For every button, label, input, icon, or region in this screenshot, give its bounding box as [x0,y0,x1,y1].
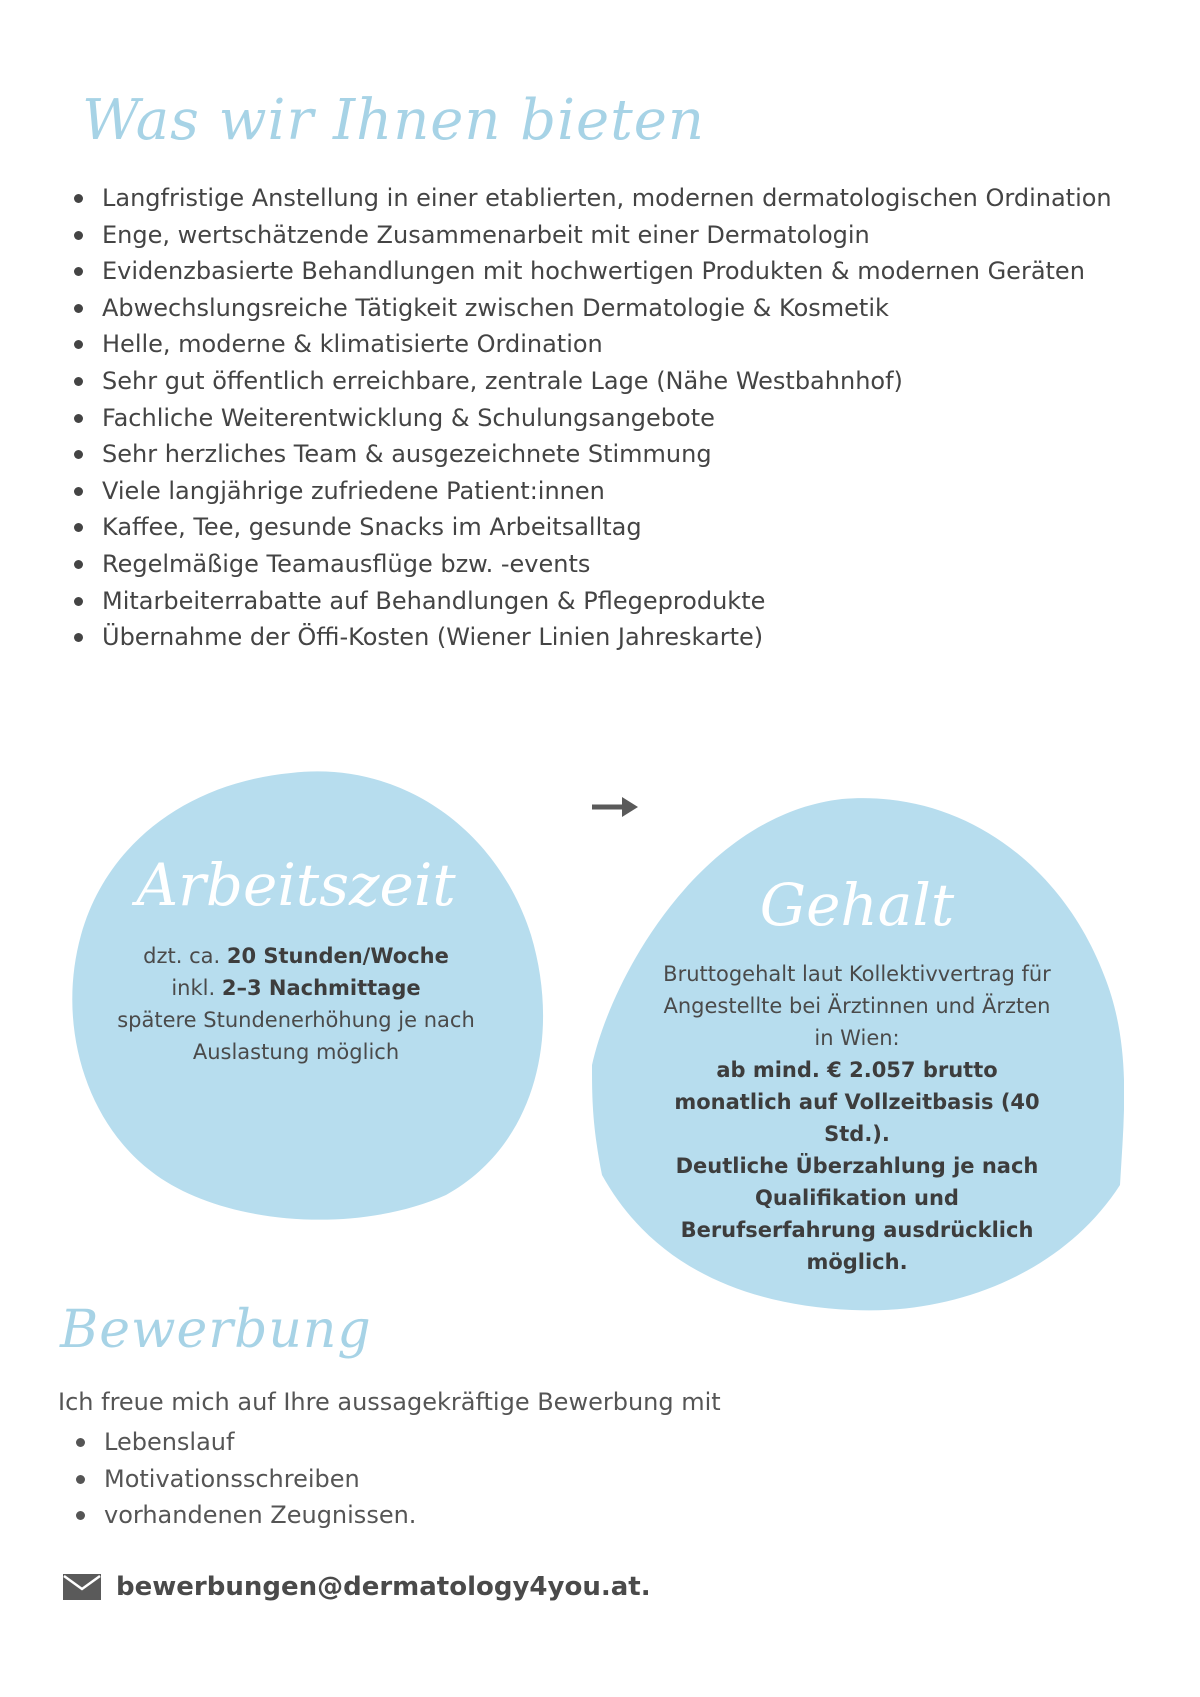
arrow-right-icon [592,795,640,819]
arbeitszeit-content [106,850,486,1068]
gehalt-text: Bruttogehalt laut Kollektivvertrag für Angestellte bei Ärztinnen und Ärzten in Wien: [663,962,1051,1050]
list-item: Viele langjährige zufriedene Patient:innen [70,473,1130,510]
bewerbung-list [72,1424,416,1534]
list-item: Motivationsschreiben [72,1461,416,1498]
gehalt-card [592,795,1124,1317]
gehalt-minimum [662,1054,1052,1150]
offer-list [70,180,1130,656]
afternoons-prefix: inkl. [171,976,222,1000]
gehalt-minimum-value: ab mind. € 2.057 brutto monatlich auf Vollzeitbasis (40 Std.). [674,1058,1040,1146]
arbeitszeit-afternoons [106,972,486,1004]
email-link[interactable]: bewerbungen@dermatology4you.at. [116,1572,651,1602]
list-item: Langfristige Anstellung in einer etablierten, modernen dermatologischen Ordination [70,180,1130,217]
gehalt-content [662,870,1052,1278]
bewerbung-intro: Ich freue mich auf Ihre aussagekräftige Bewerbung mit [58,1388,721,1416]
gehalt-title: Gehalt [759,871,955,939]
list-item: Regelmäßige Teamausflüge bzw. -events [70,546,1130,583]
list-item: Fachliche Weiterentwicklung & Schulungsangebote [70,400,1130,437]
list-item: Sehr herzliches Team & ausgezeichnete Stimmung [70,436,1130,473]
hours-value: 20 Stunden/Woche [226,944,449,968]
list-item: Sehr gut öffentlich erreichbare, zentrale Lage (Nähe Westbahnhof) [70,363,1130,400]
envelope-icon [62,1573,102,1601]
list-item: Mitarbeiterrabatte auf Behandlungen & Pflegeprodukte [70,583,1130,620]
afternoons-value: 2–3 Nachmittage [221,976,421,1000]
list-item: Lebenslauf [72,1424,416,1461]
arbeitszeit-card [66,765,546,1225]
arbeitszeit-note: spätere Stundenerhöhung je nach Auslastung möglich [117,1008,475,1064]
hours-prefix: dzt. ca. [143,944,227,968]
bewerbung-heading: Bewerbung [60,1300,372,1360]
list-item: Übernahme der Öffi-Kosten (Wiener Linien Jahreskarte) [70,619,1130,656]
list-item: Enge, wertschätzende Zusammenarbeit mit einer Dermatologin [70,217,1130,254]
email-row [62,1572,651,1602]
gehalt-overpay-text: Deutliche Überzahlung je nach Qualifikation und Berufserfahrung ausdrücklich möglich. [675,1154,1039,1274]
list-item: Helle, moderne & klimatisierte Ordination [70,326,1130,363]
list-item: Evidenzbasierte Behandlungen mit hochwertigen Produkten & modernen Geräten [70,253,1130,290]
list-item: Abwechslungsreiche Tätigkeit zwischen Dermatologie & Kosmetik [70,290,1130,327]
arbeitszeit-hours [106,940,486,972]
gehalt-overpay [662,1150,1052,1278]
list-item: vorhandenen Zeugnissen. [72,1497,416,1534]
list-item: Kaffee, Tee, gesunde Snacks im Arbeitsalltag [70,509,1130,546]
arbeitszeit-title: Arbeitszeit [136,851,456,919]
offer-heading: Was wir Ihnen bieten [82,88,705,153]
